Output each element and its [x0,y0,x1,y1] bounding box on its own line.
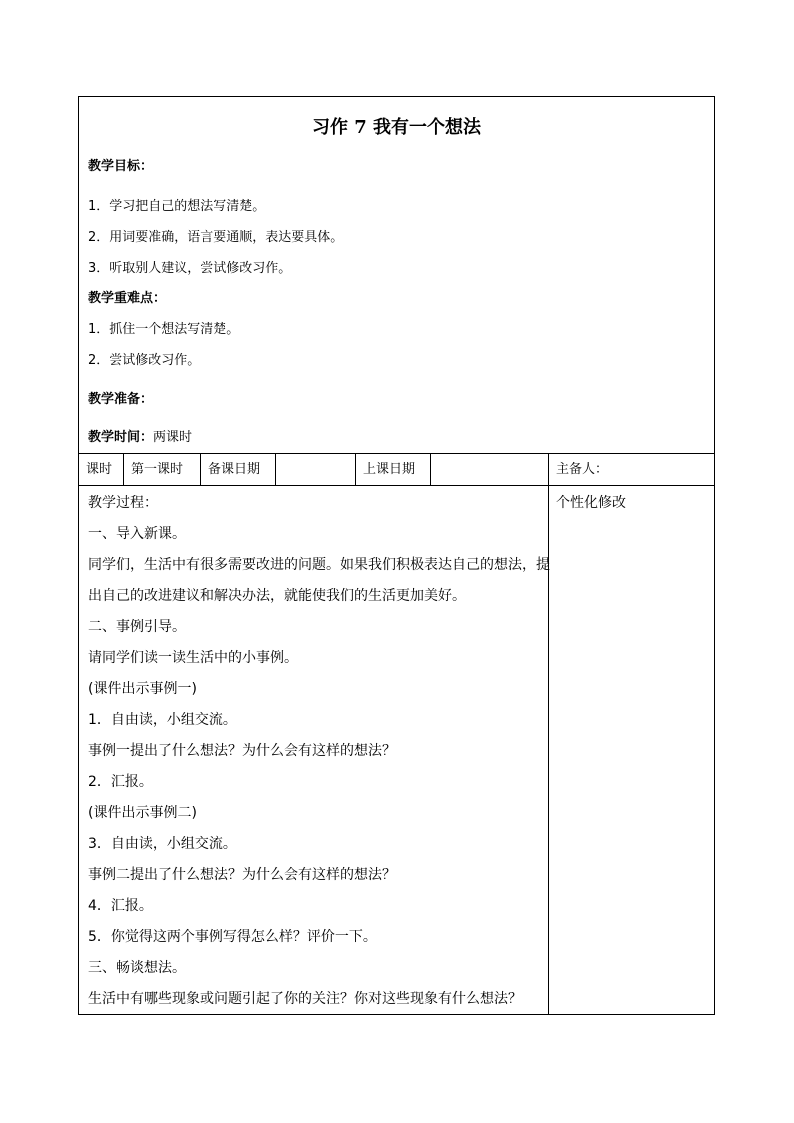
time-label: 教学时间： [88,430,154,445]
body-line: 1．自由读，小组交流。 [88,712,237,728]
body-line: (课件出示事例一) [88,681,197,697]
section-heading: 二、事例引导。 [88,619,186,635]
prep-date-value [276,454,355,485]
goal-item-1: 1．学习把自己的想法写清楚。 [88,199,266,214]
lesson-value: 第一课时 [131,462,184,477]
key-item-2: 2．尝试修改习作。 [88,353,201,368]
lesson-info-row [79,454,714,486]
body-paragraph-line: 同学们，生活中有很多需要改进的问题。如果我们积极表达自己的想法，提 [88,557,550,573]
class-date-label: 上课日期 [363,462,416,477]
page-title: 习作 7 我有一个想法 [311,117,482,138]
body-line: 3．自由读，小组交流。 [88,836,237,852]
body-line: 2．汇报。 [88,774,153,790]
key-item-1: 1．抓住一个想法写清楚。 [88,322,240,337]
section-heading: 三、畅谈想法。 [88,960,186,976]
time-value: 两课时 [153,430,193,445]
class-date-value [431,454,548,485]
lesson-header-cell [79,97,714,454]
key-heading: 教学重难点： [88,291,167,306]
lesson-label: 课时 [86,462,113,477]
goal-item-2: 2．用词要准确，语言要通顺，表达要具体。 [88,230,344,245]
section-heading: 一、导入新课。 [88,526,186,542]
body-paragraph-line: 出自己的改进建议和解决办法，就能使我们的生活更加美好。 [88,588,466,604]
prep-date-label: 备课日期 [208,462,261,477]
body-line: 事例一提出了什么想法？为什么会有这样的想法？ [88,743,396,759]
goal-heading: 教学目标： [88,159,154,174]
preparer-label: 主备人： [556,462,609,477]
lesson-body [79,486,714,1014]
prep-heading: 教学准备： [88,392,154,407]
lesson-plan-table [78,96,715,1015]
body-line: 5．你觉得这两个事例写得怎么样？评价一下。 [88,929,377,945]
personalized-edit-label: 个性化修改 [556,495,626,511]
body-line: (课件出示事例二) [88,805,197,821]
body-line: 生活中有哪些现象或问题引起了你的关注？你对这些现象有什么想法？ [88,991,522,1007]
body-line: 事例二提出了什么想法？为什么会有这样的想法？ [88,867,396,883]
goal-item-3: 3．听取别人建议，尝试修改习作。 [88,261,292,276]
process-heading: 教学过程： [88,495,158,511]
body-line: 4．汇报。 [88,898,153,914]
body-line: 请同学们读一读生活中的小事例。 [88,650,298,666]
time-row [88,430,192,446]
